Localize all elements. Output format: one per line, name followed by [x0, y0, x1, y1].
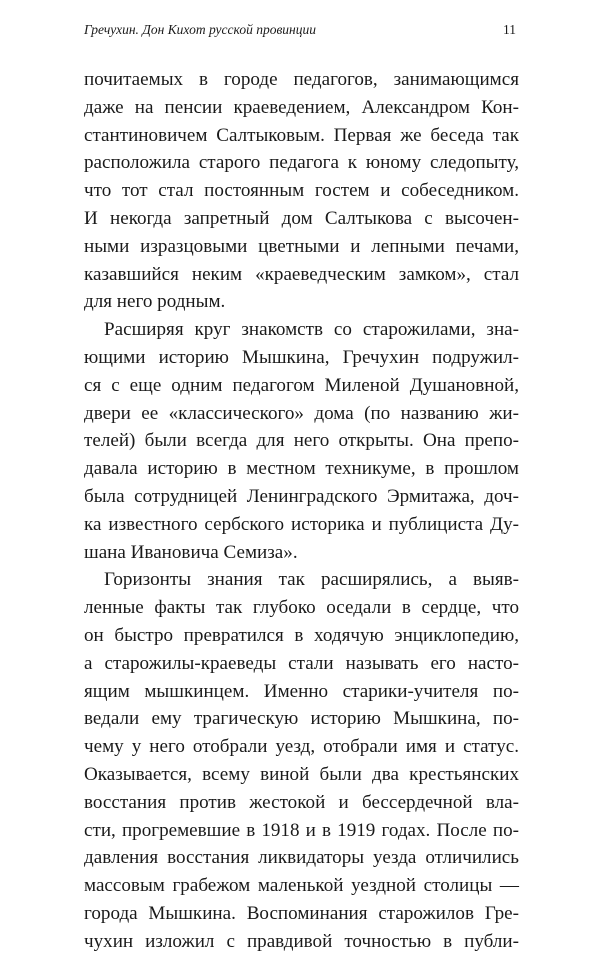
text-line: ся с еще одним педагогом Миленой Душановной, [84, 374, 519, 396]
text-line: стантиновичем Салтыковым. Первая же беседа так [84, 124, 519, 146]
text-line: города Мышкина. Воспоминания старожилов Гре- [84, 902, 519, 924]
text-line: ными изразцовыми цветными и лепными печами, [84, 235, 519, 257]
text-line: казавшийся неким «краеведческим замком», стал [84, 263, 519, 285]
text-line: шана Ивановича Семиза». [84, 541, 298, 563]
text-line: для него родным. [84, 291, 226, 313]
text-line: И некогда запретный дом Салтыкова с высочен- [84, 207, 519, 229]
text-line: телей) были всегда для него открыты. Она препо- [84, 430, 519, 452]
text-line: ящим мышкинцем. Именно старики-учителя по- [84, 680, 519, 702]
text-line: двери ее «классического» дома (по названию жи- [84, 402, 519, 424]
running-head [84, 20, 516, 40]
text-line: Оказывается, всему виной были два крестьянских [84, 763, 519, 785]
text-line: массовым грабежом маленькой уездной столицы — [84, 875, 519, 897]
text-line: Расширяя круг знакомств со старожилами, зна- [104, 319, 519, 341]
body-text [84, 66, 519, 956]
text-line: что тот стал постоянным гостем и собеседником. [84, 180, 519, 202]
text-line: даже на пенсии краеведением, Александром Кон- [84, 96, 519, 118]
text-line: чему у него отобрали уезд, отобрали имя и статус. [84, 736, 519, 758]
page-number: 11 [503, 22, 516, 37]
text-line: давала историю в местном техникуме, в прошлом [84, 458, 519, 480]
text-line: а старожилы-краеведы стали называть его насто- [84, 652, 519, 674]
text-line: была сотрудницей Ленинградского Эрмитажа, доч- [84, 485, 519, 507]
text-line: ленные факты так глубоко оседали в сердце, что [84, 597, 519, 619]
text-line: давления восстания ликвидаторы уезда отличились [84, 847, 519, 869]
text-line: Горизонты знания так расширялись, а выяв- [104, 569, 519, 591]
text-line: почитаемых в городе педагогов, занимающимся [84, 69, 519, 90]
text-line: сти, прогремевшие в 1918 и в 1919 годах. После по- [84, 819, 519, 841]
running-title: Гречухин. Дон Кихот русской провинции [84, 22, 316, 37]
text-line: чухин изложил с правдивой точностью в публи- [84, 930, 519, 952]
text-line: расположила старого педагога к юному следопыту, [84, 152, 519, 174]
text-line: ка известного сербского историка и публициста Ду- [84, 513, 519, 535]
text-line: ющими историю Мышкина, Гречухин подружил- [84, 346, 519, 368]
text-line: ведали ему трагическую историю Мышкина, по- [84, 708, 519, 730]
text-line: восстания против жестокой и бессердечной вла- [84, 791, 519, 813]
text-line: он быстро превратился в ходячую энциклопедию, [84, 624, 519, 646]
